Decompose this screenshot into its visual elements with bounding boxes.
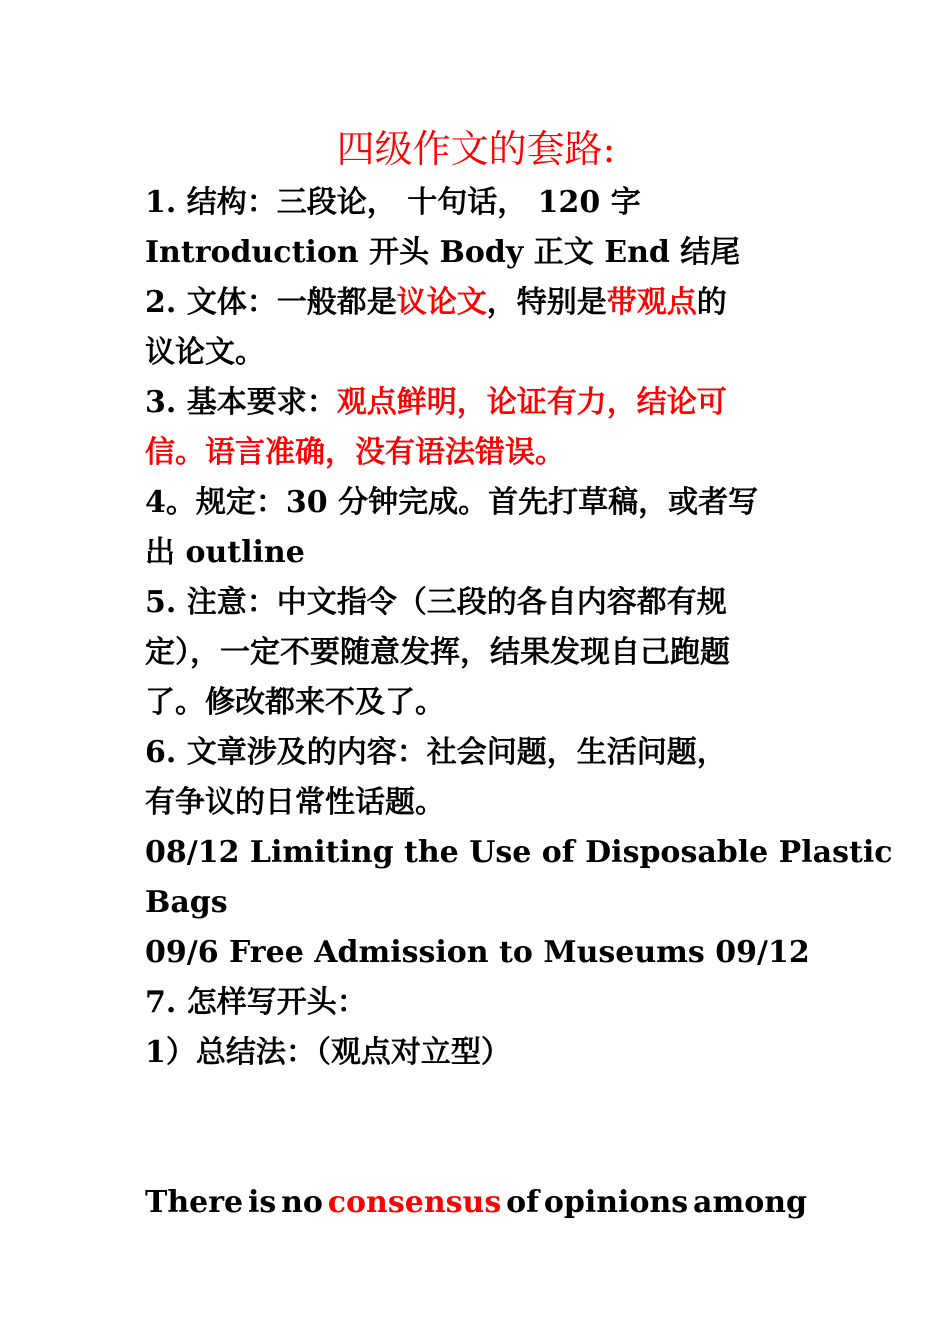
word: no xyxy=(281,1185,323,1220)
text-line-example-sentence xyxy=(145,1178,807,1228)
text-line-rules: 4。规定：30 分钟完成。首先打草稿，或者写 xyxy=(145,485,759,520)
word: among xyxy=(693,1185,807,1220)
text-line-requirements xyxy=(145,378,807,428)
word: There xyxy=(145,1185,244,1220)
requirements-prefix: 3. 基本要求： xyxy=(145,385,337,420)
word: opinions xyxy=(543,1185,689,1220)
document-page xyxy=(145,122,893,1228)
text-line-topics-cont: 有争议的日常性话题。 xyxy=(145,785,445,820)
text-line-sections: Introduction 开头 Body 正文 End 结尾 xyxy=(145,235,741,270)
text-line-example-1-cont: Bags xyxy=(145,885,228,920)
text-line-example-2: 09/6 Free Admission to Museums 09/12 xyxy=(145,935,810,970)
word-highlight-consensus: consensus xyxy=(327,1185,502,1220)
genre-highlight-argumentative: 议论文 xyxy=(396,285,487,320)
word: of xyxy=(506,1185,540,1220)
text-line-requirements-cont: 信。语言准确，没有语法错误。 xyxy=(145,435,565,470)
text-line-topics: 6. 文章涉及的内容：社会问题，生活问题， xyxy=(145,735,727,770)
requirements-highlight: 观点鲜明，论证有力，结论可 xyxy=(336,385,727,420)
text-line-example-1: 08/12 Limiting the Use of Disposable Plastic xyxy=(145,835,893,870)
genre-prefix: 2. 文体：一般都是 xyxy=(145,285,397,320)
text-line-opening: 7. 怎样写开头： xyxy=(145,985,367,1020)
blank-space xyxy=(145,1078,807,1178)
word: is xyxy=(247,1185,277,1220)
text-line-rules-cont: 出 outline xyxy=(145,535,305,570)
text-line-structure: 1. 结构：三段论， 十句话， 120 字 xyxy=(145,185,641,220)
genre-suffix: 的 xyxy=(696,285,727,320)
text-line-genre-cont: 议论文。 xyxy=(145,335,265,370)
text-line-attention-cont-1: 定），一定不要随意发挥，结果发现自己跑题 xyxy=(145,635,730,670)
text-line-summary-method: 1）总结法：（观点对立型） xyxy=(145,1035,511,1070)
text-line-genre xyxy=(145,278,807,328)
genre-middle: ，特别是 xyxy=(486,285,607,320)
text-line-attention-cont-2: 了。修改都来不及了。 xyxy=(145,685,445,720)
page-title: 四级作文的套路: xyxy=(336,127,616,171)
genre-highlight-opinion: 带观点 xyxy=(606,285,697,320)
text-line-attention: 5. 注意：中文指令（三段的各自内容都有规 xyxy=(145,585,727,620)
